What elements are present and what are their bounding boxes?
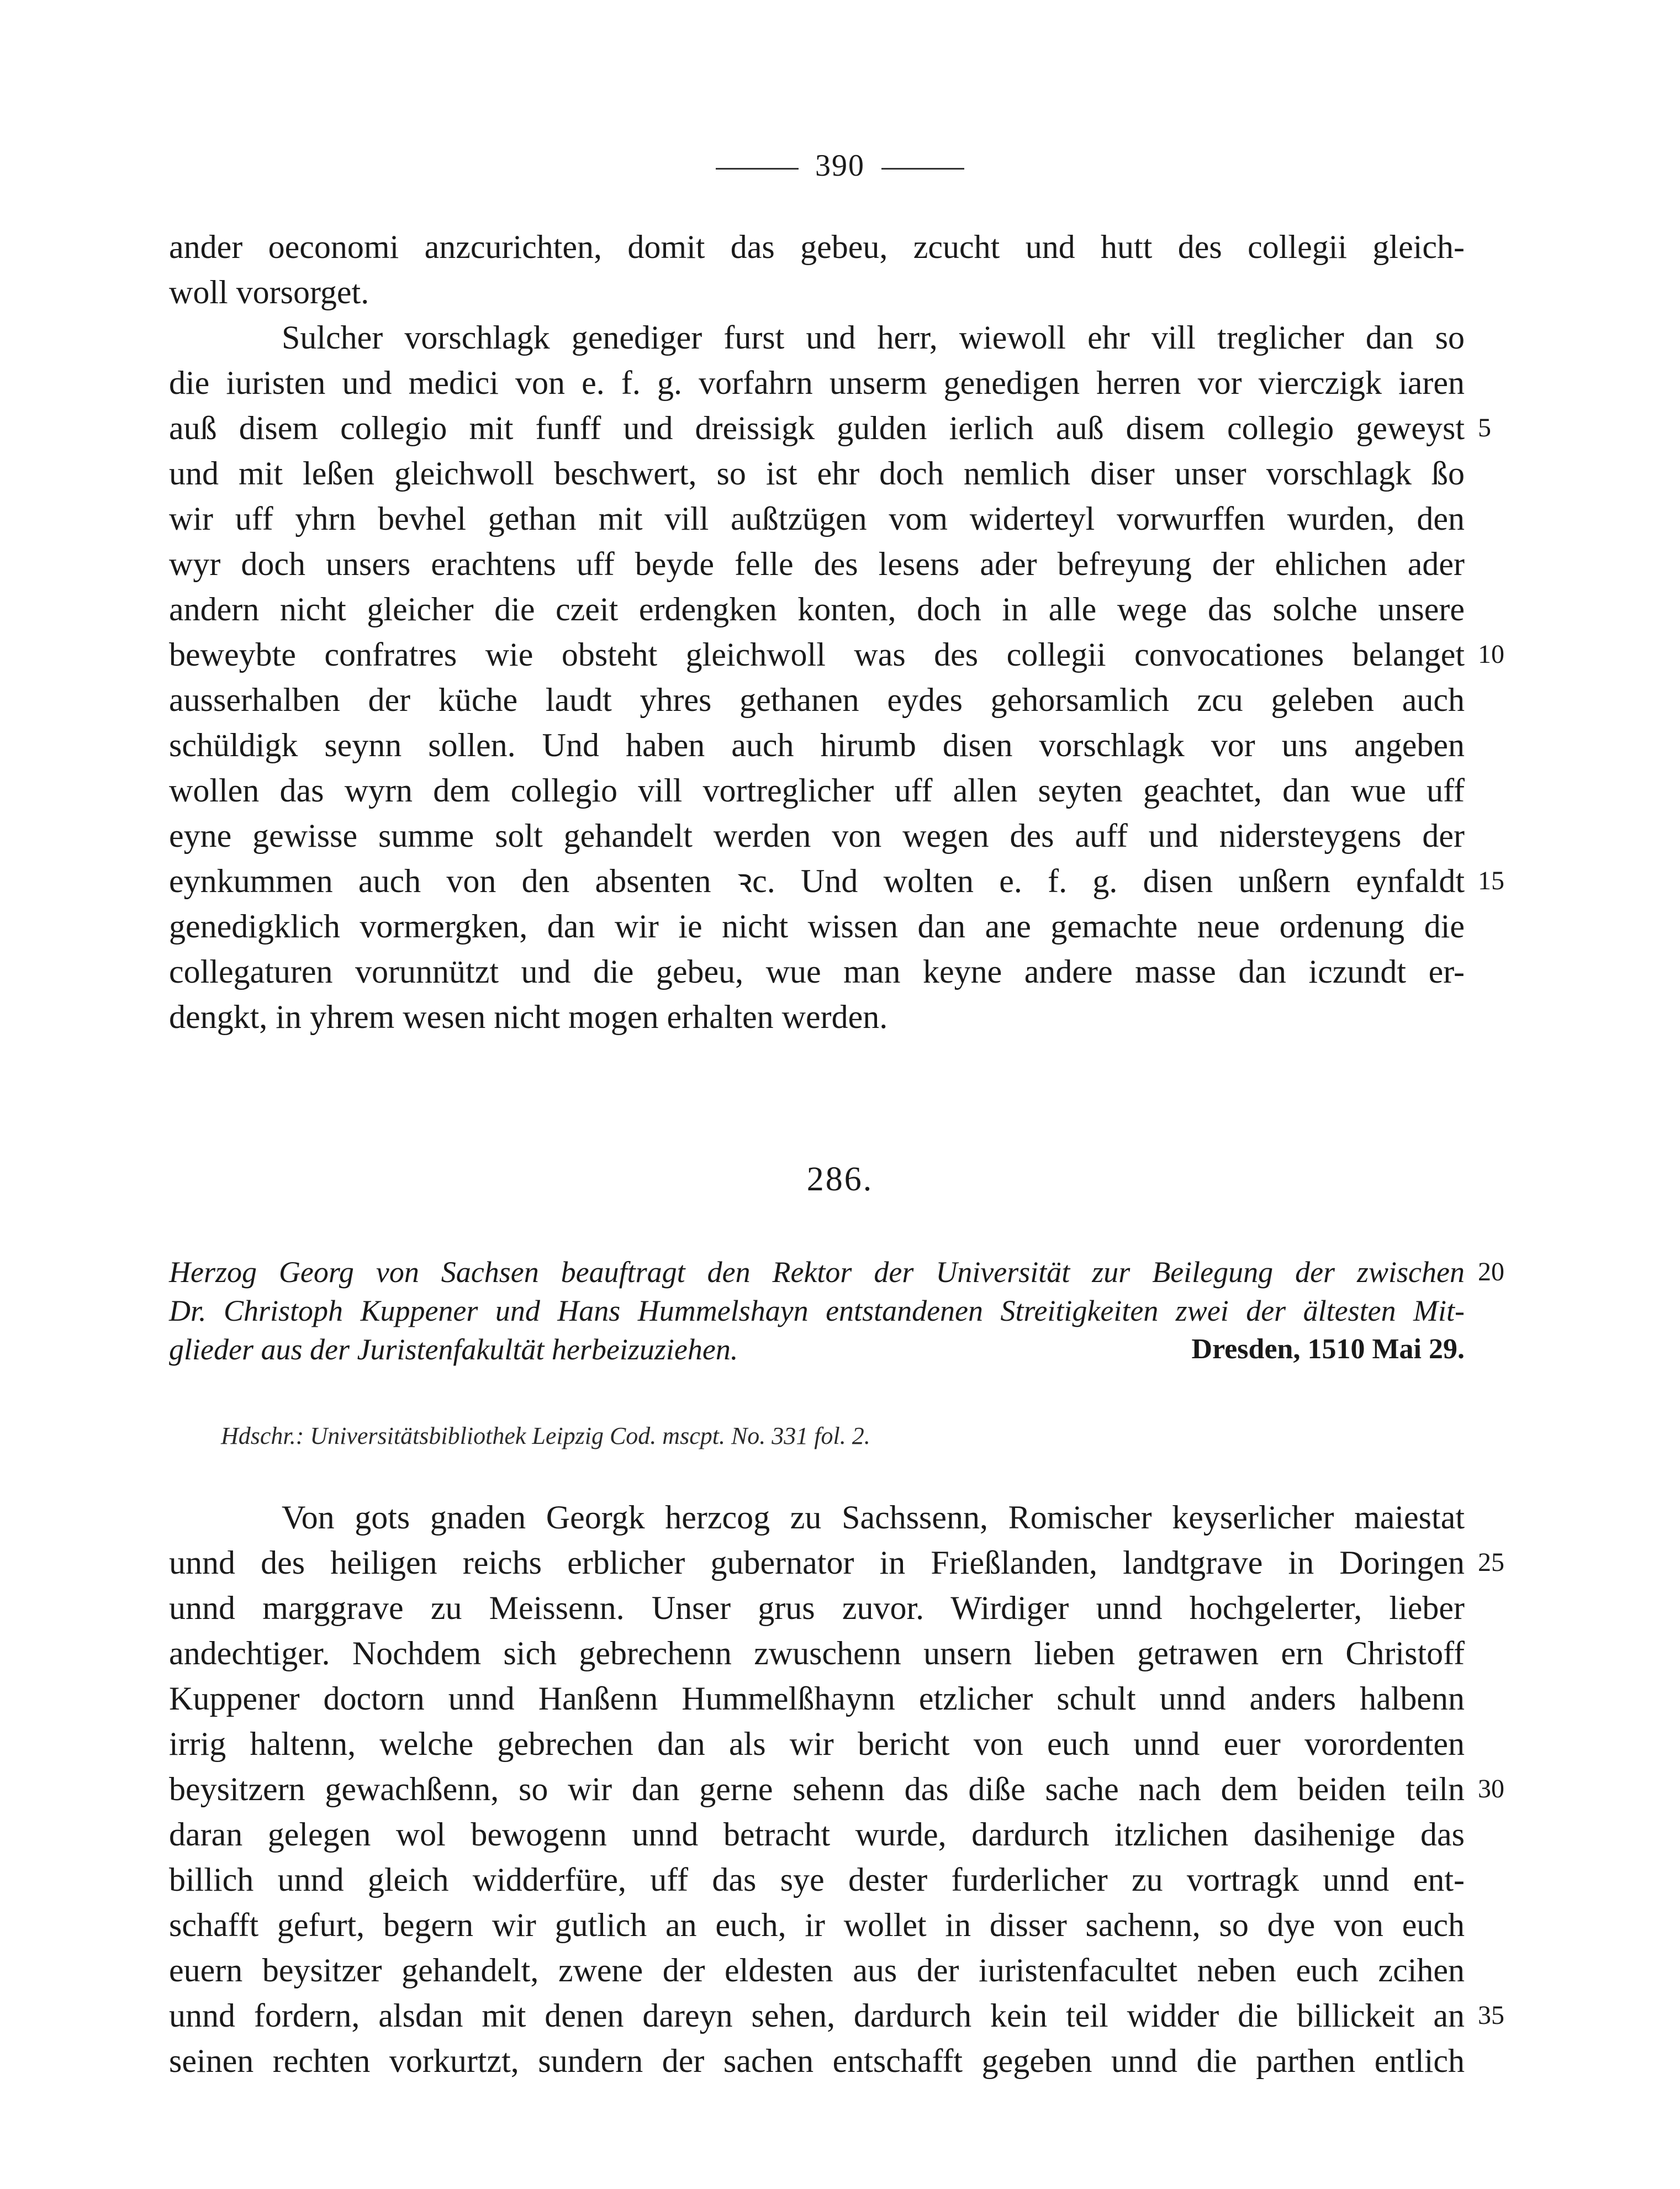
text-line: wir uff yhrn bevhel gethan mit vill außtzügen vom widerteyl vorwurffen wurden, den xyxy=(169,500,1465,537)
text-line: euern beysitzer gehandelt, zwene der eldesten aus der iuristenfacultet neben euch zcihen xyxy=(169,1952,1465,1988)
margin-line-number: 10 xyxy=(1478,640,1504,669)
text-line: schüldigk seynn sollen. Und haben auch hirumb disen vorschlagk vor uns angeben xyxy=(169,727,1465,763)
text-line: ausserhalben der küche laudt yhres gethanen eydes gehorsamlich zcu geleben auch xyxy=(169,682,1465,718)
text-line: wollen das wyrn dem collegio vill vortreglicher uff allen seyten geachtet, dan wue uff xyxy=(169,772,1465,809)
text-line: andechtiger. Nochdem sich gebrechenn zwuschenn unsern lieben getrawen ern Christoff xyxy=(169,1635,1465,1671)
text-line: wyr doch unsers erachtens uff beyde felle des lesens ader befreyung der ehlichen ader xyxy=(169,546,1465,582)
text-line: woll vorsorget. xyxy=(169,274,369,310)
text-line: irrig haltenn, welche gebrechen dan als wir bericht von euch unnd euer vorordenten xyxy=(169,1726,1465,1762)
text-line: beysitzern gewachßenn, so wir dan gerne sehenn das diße sache nach dem beiden teiln xyxy=(169,1771,1465,1807)
margin-line-number: 35 xyxy=(1478,2001,1504,2030)
regest-line: glieder aus der Juristenfakultät herbeizuziehen. xyxy=(169,1333,738,1366)
text-line: die iuristen und medici von e. f. g. vorfahrn unserm genedigen herren vor vierczigk iaren xyxy=(169,365,1465,401)
text-line: unnd des heiligen reichs erblicher gubernator in Frießlanden, landtgrave in Doringen xyxy=(169,1544,1465,1581)
text-line: eynkummen auch von den absenten ꝛc. Und wolten e. f. g. disen unßern eynfaldt xyxy=(169,863,1465,899)
margin-line-number: 20 xyxy=(1478,1257,1504,1286)
text-line: und mit leßen gleichwoll beschwert, so ist ehr doch nemlich diser unser vorschlagk ßo xyxy=(169,455,1465,492)
header-dash-left xyxy=(716,168,799,170)
document-date: Dresden, 1510 Mai 29. xyxy=(1191,1333,1465,1365)
text-line: eyne gewisse summe solt gehandelt werden von wegen des auff und nidersteygens der xyxy=(169,817,1465,854)
regest-line: Herzog Georg von Sachsen beauftragt den Rektor der Universität zur Beilegung der zwischen xyxy=(169,1256,1465,1289)
regest-line: Dr. Christoph Kuppener und Hans Hummelshayn entstandenen Streitigkeiten zwei der ältesten Mit- xyxy=(169,1294,1465,1327)
margin-line-number: 25 xyxy=(1478,1548,1504,1577)
page-number: 390 xyxy=(815,149,865,183)
text-line: unnd fordern, alsdan mit denen dareyn sehen, dardurch kein teil widder die billickeit an xyxy=(169,1997,1465,2034)
text-line: unnd marggrave zu Meissenn. Unser grus zuvor. Wirdiger unnd hochgelerter, lieber xyxy=(169,1590,1465,1626)
margin-line-number: 30 xyxy=(1478,1774,1504,1803)
text-line: seinen rechten vorkurtzt, sundern der sachen entschafft gegeben unnd die parthen entlich xyxy=(169,2043,1465,2079)
text-line: Kuppener doctorn unnd Hanßenn Hummelßhaynn etzlicher schult unnd anders halbenn xyxy=(169,1680,1465,1717)
text-line: collegaturen vorunnützt und die gebeu, wue man keyne andere masse dan iczundt er- xyxy=(169,953,1465,990)
margin-line-number: 5 xyxy=(1478,413,1491,442)
text-line: genedigklich vormergken, dan wir ie nicht wissen dan ane gemachte neue ordenung die xyxy=(169,908,1465,945)
text-line: daran gelegen wol bewogenn unnd betracht wurde, dardurch itzlichen dasihenige das xyxy=(169,1816,1465,1853)
page-header xyxy=(0,148,1680,183)
text-line: ander oeconomi anzcurichten, domit das gebeu, zcucht und hutt des collegii gleich- xyxy=(169,229,1465,265)
text-line: beweybte confratres wie obsteht gleichwoll was des collegii convocationes belanget xyxy=(169,636,1465,673)
text-line: schafft gefurt, begern wir gutlich an euch, ir wollet in disser sachenn, so dye von euch xyxy=(169,1907,1465,1943)
text-line: billich unnd gleich widderfüre, uff das sye dester furderlicher zu vortragk unnd ent- xyxy=(169,1861,1465,1898)
source-note: Hdschr.: Universitätsbibliothek Leipzig Cod. mscpt. No. 331 fol. 2. xyxy=(221,1422,870,1449)
text-line: dengkt, in yhrem wesen nicht mogen erhalten werden. xyxy=(169,999,888,1035)
text-line: Sulcher vorschlagk genediger furst und herr, wiewoll ehr vill treglicher dan so xyxy=(282,319,1465,356)
header-dash-right xyxy=(881,168,964,170)
text-line: Von gots gnaden Georgk herzcog zu Sachssenn, Romischer keyserlicher maiestat xyxy=(282,1499,1465,1536)
margin-line-number: 15 xyxy=(1478,866,1504,895)
text-line: andern nicht gleicher die czeit erdengken konten, doch in alle wege das solche unsere xyxy=(169,591,1465,627)
document-number: 286. xyxy=(806,1161,874,1198)
text-line: auß disem collegio mit funff und dreissigk gulden ierlich auß disem collegio geweyst xyxy=(169,410,1465,446)
